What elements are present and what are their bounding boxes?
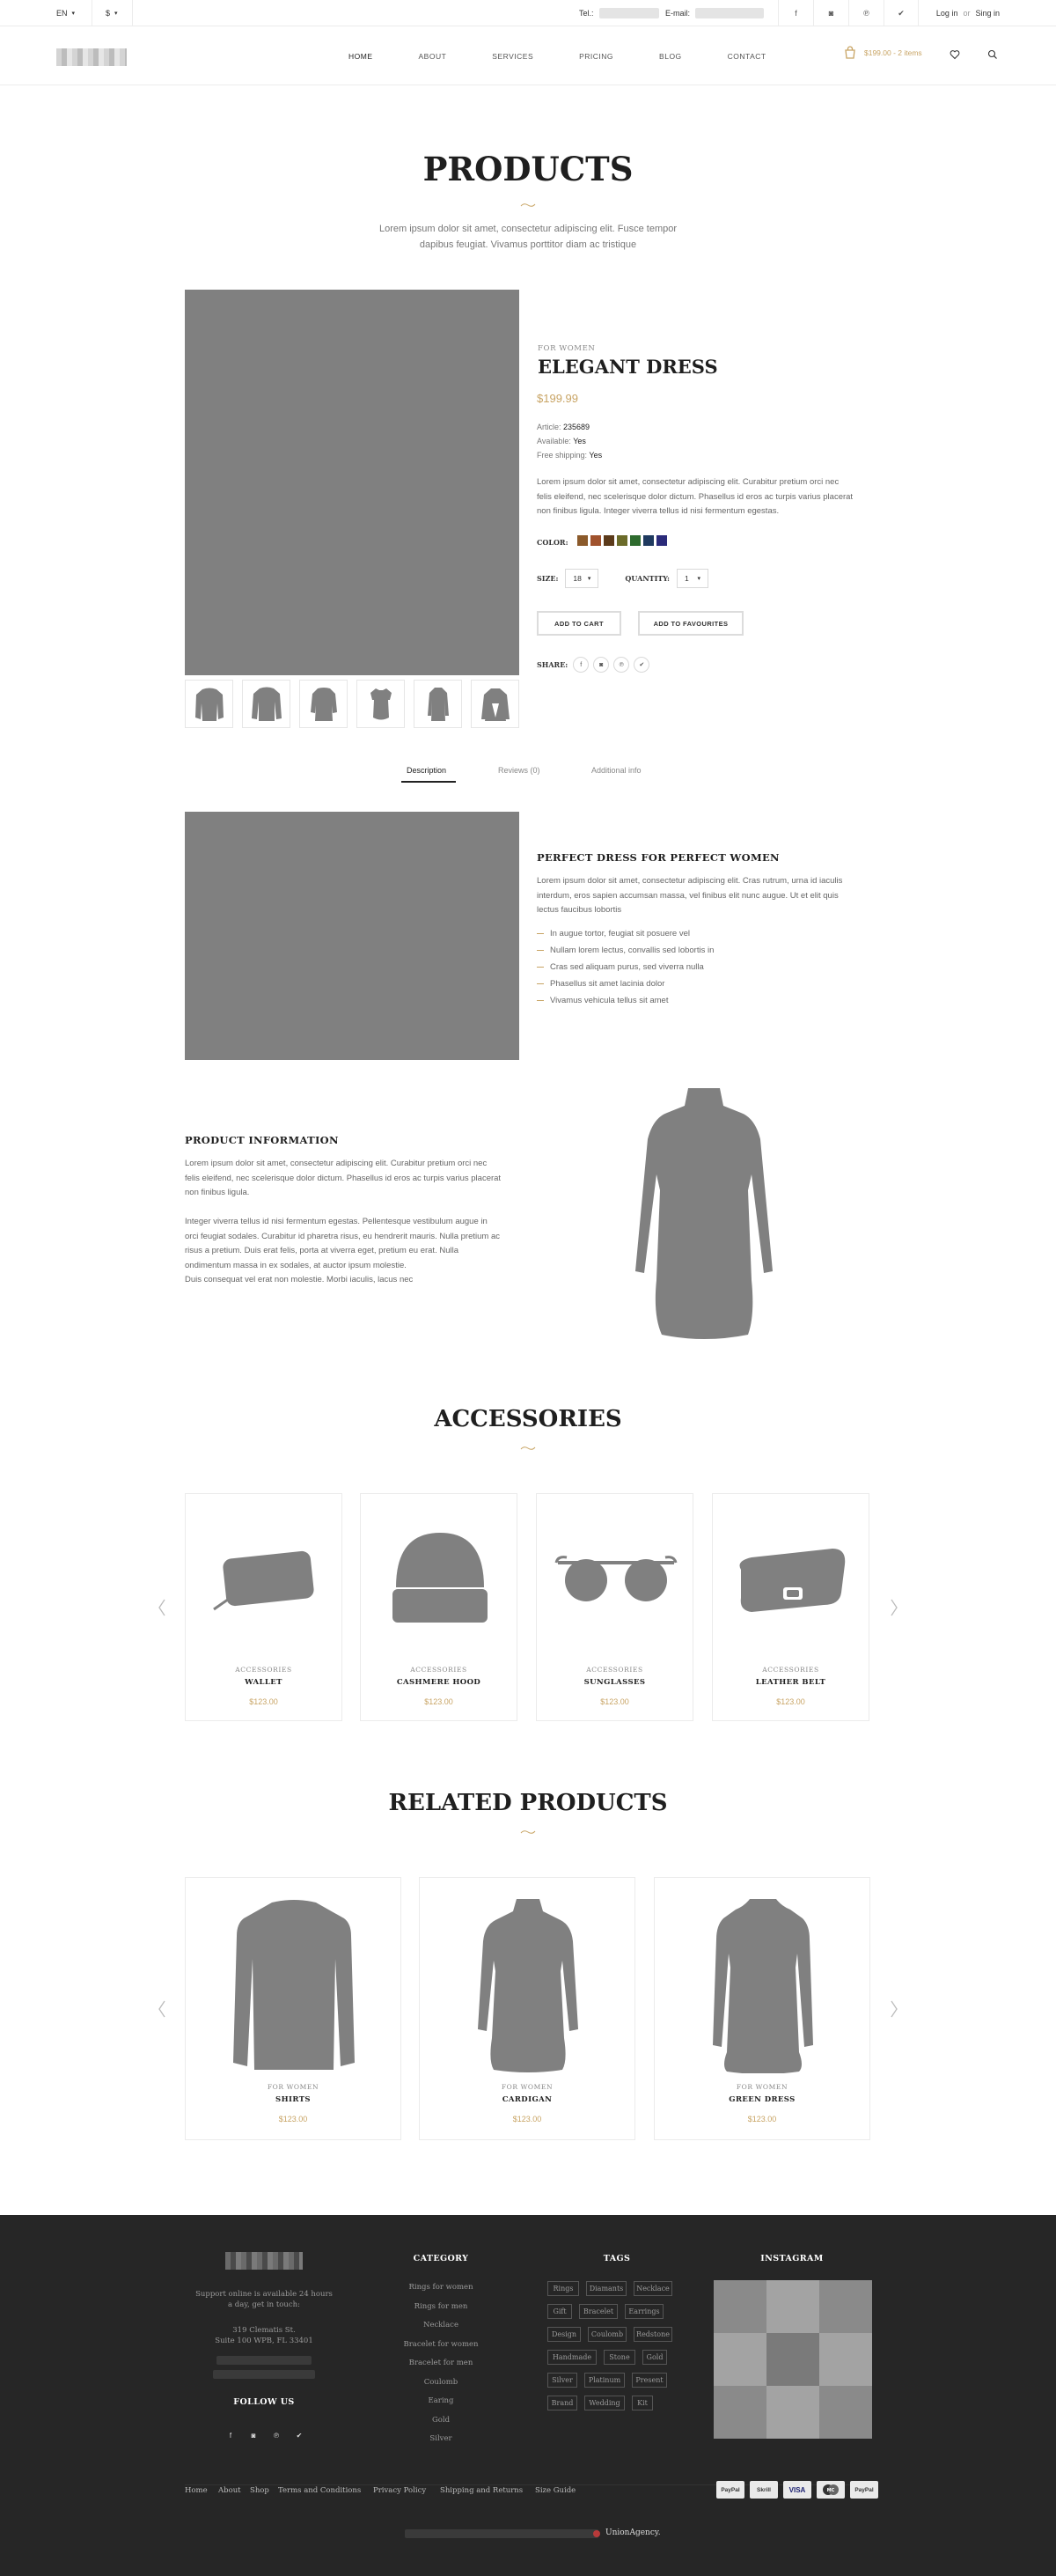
- related-product-card[interactable]: [419, 1877, 635, 2140]
- instagram-photo[interactable]: [714, 2333, 766, 2386]
- product-info-title: PRODUCT INFORMATION: [185, 1134, 339, 1146]
- card-price: $123.00: [747, 2115, 777, 2123]
- language-select[interactable]: [56, 0, 75, 26]
- feature-text-line: interdum, eros sapien accumsan massa, vel finibus elit nunc augue. Ut et elit quis: [537, 890, 839, 901]
- tag-button[interactable]: Brand: [547, 2396, 577, 2410]
- footer-link-privacy[interactable]: Privacy Policy: [373, 2486, 427, 2495]
- email-label: E-mail:: [665, 9, 691, 18]
- dash-icon: [537, 983, 544, 984]
- color-label: COLOR:: [537, 537, 568, 547]
- auth-links: [936, 0, 1000, 26]
- available-row: [537, 434, 602, 448]
- footer-address: [185, 2325, 343, 2346]
- address-line: Suite 100 WPB, FL 33401: [215, 2337, 313, 2345]
- product-main-image[interactable]: [185, 290, 519, 675]
- sunglasses-icon: [554, 1552, 678, 1614]
- card-name: LEATHER BELT: [755, 1678, 826, 1687]
- card-category: ACCESSORIES: [410, 1666, 467, 1674]
- nav-services[interactable]: SERVICES: [492, 51, 534, 61]
- tag-button[interactable]: Rings: [547, 2281, 579, 2296]
- category-link[interactable]: Gold: [431, 2415, 451, 2425]
- divider: [132, 0, 133, 26]
- tab-description-label: Description: [407, 766, 447, 775]
- chevron-down-icon: ▾: [71, 11, 76, 17]
- email-redacted: [695, 8, 764, 18]
- color-swatch[interactable]: [617, 535, 627, 546]
- color-swatch[interactable]: [577, 535, 588, 546]
- instagram-photo[interactable]: [819, 2386, 872, 2439]
- color-swatch[interactable]: [604, 535, 614, 546]
- product-thumbnail[interactable]: [242, 680, 290, 728]
- tab-reviews[interactable]: Reviews (0): [498, 766, 540, 775]
- cart-text: $199.00 - 2 items: [864, 48, 922, 57]
- color-picker: [537, 535, 670, 548]
- tag-button[interactable]: Necklace: [634, 2281, 672, 2296]
- pinterest-icon[interactable]: ℗: [274, 2431, 279, 2440]
- card-category: FOR WOMEN: [267, 2083, 319, 2091]
- pinterest-icon[interactable]: ℗: [613, 657, 629, 673]
- product-info-p1: [185, 1157, 501, 1201]
- chevron-down-icon: ▾: [587, 576, 591, 582]
- product-description: [537, 475, 853, 519]
- accessories-title: ACCESSORIES: [434, 1406, 622, 1432]
- tag-button[interactable]: Bracelet: [579, 2304, 618, 2319]
- pinterest-icon[interactable]: ℗: [848, 0, 884, 26]
- facebook-icon[interactable]: f: [573, 657, 589, 673]
- or-text: or: [963, 9, 971, 18]
- quantity-value: 1: [684, 574, 689, 583]
- twitter-icon[interactable]: ✔: [296, 2431, 303, 2440]
- facebook-icon[interactable]: f: [778, 0, 813, 26]
- support-line: Support online is available 24 hours: [195, 2290, 333, 2299]
- chevron-down-icon: ▾: [697, 576, 700, 582]
- subtitle-line: dapibus feugiat. Vivamus porttitor diam ac tristique: [419, 239, 637, 250]
- tag-button[interactable]: Wedding: [584, 2396, 625, 2410]
- tag-button[interactable]: Kit: [632, 2396, 653, 2410]
- category-link[interactable]: Coulomb: [423, 2377, 458, 2387]
- list-item: In augue tortor, feugiat sit posuere vel: [537, 927, 714, 939]
- accessory-card[interactable]: [360, 1493, 517, 1721]
- feature-text-line: Lorem ipsum dolor sit amet, consectetur adipiscing elit. Cras rutrum, urna id iaculis: [537, 876, 843, 886]
- gold-wave-divider: [0, 1446, 1056, 1451]
- card-name: GREEN DRESS: [729, 2095, 796, 2104]
- info-text-line: orci feugiat sodales. Curabitur id pharetra risus, eu hendrerit mauris. Nulla pretium ac: [185, 1231, 500, 1241]
- footer-link-about[interactable]: About: [218, 2486, 241, 2495]
- top-bar: [0, 0, 1056, 26]
- logo[interactable]: [56, 48, 127, 66]
- product-meta: [537, 420, 602, 462]
- footer-link-terms[interactable]: Terms and Conditions: [278, 2486, 362, 2495]
- tag-button[interactable]: Platinum: [584, 2373, 625, 2388]
- color-swatch[interactable]: [643, 535, 654, 546]
- category-link[interactable]: Earing: [428, 2396, 454, 2405]
- accessory-card[interactable]: [536, 1493, 693, 1721]
- tab-additional-info[interactable]: Additional info: [591, 766, 642, 775]
- info-text-line: risus a pretium. Duis erat felis, porta at viverra eget, pretium eu erat. Nulla: [185, 1246, 458, 1255]
- tag-button[interactable]: Gift: [547, 2304, 572, 2319]
- contact-phone: [579, 0, 659, 26]
- dash-icon: [537, 950, 544, 951]
- instagram-photo[interactable]: [714, 2386, 766, 2439]
- card-price: $123.00: [776, 1697, 805, 1706]
- currency-value: $: [106, 9, 111, 18]
- list-item: Phasellus sit amet lacinia dolor: [537, 977, 714, 990]
- footer-link-size-guide[interactable]: Size Guide: [535, 2486, 576, 2495]
- paypal-payment-icon: PayPal: [850, 2481, 878, 2499]
- footer-link-shipping[interactable]: Shipping and Returns: [440, 2486, 524, 2495]
- category-link[interactable]: Bracelet for women: [403, 2339, 479, 2349]
- chevron-down-icon: ▾: [114, 11, 118, 17]
- list-item: Cras sed aliquam purus, sed viverra nulla: [537, 960, 714, 973]
- nav-contact[interactable]: CONTACT: [727, 51, 766, 61]
- product-name: ELEGANT DRESS: [538, 356, 718, 378]
- card-price: $123.00: [600, 1697, 629, 1706]
- page-subtitle: [0, 221, 1056, 253]
- contact-email: [665, 0, 764, 26]
- green-dress-icon: [711, 1897, 815, 2073]
- shipping-value: Yes: [589, 451, 603, 460]
- tag-button[interactable]: Stone: [604, 2350, 635, 2365]
- follow-us-title: FOLLOW US: [233, 2397, 295, 2407]
- accessory-card[interactable]: [185, 1493, 342, 1721]
- related-product-card[interactable]: [185, 1877, 401, 2140]
- related-title: RELATED PRODUCTS: [388, 1790, 668, 1816]
- footer-support: [185, 2289, 343, 2310]
- skrill-payment-icon: Skrill: [750, 2481, 778, 2499]
- size-value: 18: [573, 574, 582, 583]
- nav-home[interactable]: HOME: [348, 51, 373, 61]
- instagram-photo[interactable]: [819, 2333, 872, 2386]
- color-swatch[interactable]: [590, 535, 601, 546]
- list-item: Vivamus vehicula tellus sit amet: [537, 994, 714, 1006]
- carousel-next-arrow[interactable]: [887, 1998, 901, 2020]
- gold-wave-divider: [0, 202, 1056, 208]
- nav-about[interactable]: ABOUT: [418, 51, 447, 61]
- facebook-icon[interactable]: f: [229, 2431, 232, 2440]
- login-link[interactable]: Log in: [935, 9, 958, 18]
- heart-icon[interactable]: [946, 46, 964, 63]
- shirt-icon: [231, 1897, 356, 2073]
- carousel-prev-arrow[interactable]: [155, 1998, 169, 2020]
- card-name: WALLET: [245, 1678, 282, 1687]
- main-header: [0, 26, 1056, 85]
- footer: [0, 2215, 1056, 2576]
- tags-title: TAGS: [603, 2254, 631, 2263]
- footer-link-shop[interactable]: Shop: [250, 2486, 269, 2495]
- wallet-icon: [212, 1544, 318, 1615]
- twitter-icon[interactable]: ✔: [634, 657, 649, 673]
- nav-blog[interactable]: BLOG: [659, 51, 682, 61]
- cart-icon: [843, 46, 857, 60]
- instagram-photo[interactable]: [766, 2333, 819, 2386]
- cart-summary[interactable]: [843, 46, 922, 60]
- size-select[interactable]: [565, 569, 598, 588]
- tag-button[interactable]: Redstone: [634, 2327, 672, 2342]
- article-label: Article:: [537, 423, 561, 431]
- card-price: $123.00: [249, 1697, 278, 1706]
- description-line: felis eleifend, nec scelerisque dolor dictum. Phasellus id eros ac turpis varius placerat: [537, 491, 854, 502]
- redacted-copyright: [405, 2529, 598, 2538]
- address-line: 319 Clematis St.: [232, 2326, 296, 2335]
- footer-category-list: [370, 2278, 512, 2449]
- product-thumbnail[interactable]: [185, 680, 233, 728]
- footer-link-home[interactable]: Home: [185, 2486, 208, 2495]
- currency-select[interactable]: [106, 0, 118, 26]
- redacted-email: [213, 2370, 315, 2379]
- quantity-label: QUANTITY:: [625, 574, 670, 583]
- card-category: ACCESSORIES: [762, 1666, 819, 1674]
- tag-button[interactable]: Handmade: [547, 2350, 597, 2365]
- article-value: 235689: [563, 423, 590, 431]
- signin-link[interactable]: Sing in: [975, 9, 1000, 18]
- share-row: [537, 657, 654, 673]
- product-info-p2: [185, 1215, 500, 1288]
- available-value: Yes: [573, 437, 586, 445]
- feature-bullet-list: [537, 927, 714, 1011]
- list-item: Nullam lorem lectus, convallis sed lobortis in: [537, 944, 714, 956]
- quantity-select[interactable]: [677, 569, 708, 588]
- search-icon[interactable]: [984, 46, 1001, 63]
- dash-icon: [537, 1000, 544, 1001]
- tel-label: Tel.:: [579, 9, 594, 18]
- agency-link[interactable]: UnionAgency.: [605, 2528, 661, 2537]
- page-title: PRODUCTS: [422, 150, 634, 188]
- info-text-line: felis eleifend, nec scelerisque dolor dictum. Phasellus id eros ac turpis varius placerat: [185, 1173, 502, 1183]
- dash-icon: [537, 967, 544, 968]
- card-price: $123.00: [512, 2115, 542, 2123]
- card-name: SHIRTS: [275, 2095, 311, 2104]
- size-quantity-row: [537, 569, 708, 588]
- visa-payment-icon: VISA: [783, 2481, 811, 2499]
- tag-button[interactable]: Diamants: [586, 2281, 627, 2296]
- instagram-icon[interactable]: ◙: [813, 0, 848, 26]
- size-label: SIZE:: [537, 574, 559, 583]
- product-thumbnail[interactable]: [471, 680, 519, 728]
- beanie-icon: [389, 1529, 491, 1626]
- nav-pricing[interactable]: PRICING: [579, 51, 614, 61]
- info-text-line: Duis consequat vel erat non molestie. Morbi iaculis, lacus nec: [185, 1275, 414, 1284]
- card-name: SUNGLASSES: [583, 1678, 646, 1687]
- footer-logo[interactable]: [225, 2252, 303, 2270]
- related-product-card[interactable]: [654, 1877, 870, 2140]
- support-line: a day, get in touch:: [228, 2300, 300, 2309]
- product-thumbnail[interactable]: [299, 680, 348, 728]
- tag-button[interactable]: Gold: [642, 2350, 667, 2365]
- tag-button[interactable]: Silver: [547, 2373, 577, 2388]
- carousel-prev-arrow[interactable]: [155, 1597, 169, 1618]
- feature-title: PERFECT DRESS FOR PERFECT WOMEN: [537, 851, 780, 864]
- product-thumbnail[interactable]: [356, 680, 405, 728]
- instagram-icon[interactable]: ◙: [251, 2431, 256, 2440]
- feature-image: [185, 812, 519, 1060]
- twitter-icon[interactable]: ✔: [884, 0, 919, 26]
- svg-text:MC: MC: [826, 2488, 835, 2493]
- info-text-line: Integer viverra tellus id nisi fermentum egestas. Pellentesque vestibulum augue in: [185, 1217, 488, 1226]
- instagram-icon[interactable]: ◙: [593, 657, 609, 673]
- card-category: FOR WOMEN: [501, 2083, 554, 2091]
- active-tab-underline: [401, 781, 456, 783]
- add-to-cart-button[interactable]: ADD TO CART: [537, 611, 621, 636]
- dress-silhouette: [632, 1086, 776, 1340]
- instagram-title: INSTAGRAM: [760, 2254, 824, 2263]
- phone-redacted: [599, 8, 659, 18]
- card-category: ACCESSORIES: [235, 1666, 292, 1674]
- category-link[interactable]: Necklace: [423, 2321, 458, 2329]
- cardigan-icon: [476, 1897, 580, 2073]
- info-text-line: Lorem ipsum dolor sit amet, consectetur adipiscing elit. Curabitur pretium orci nec: [185, 1159, 488, 1168]
- category-link[interactable]: Rings for men: [414, 2301, 468, 2311]
- instagram-photo[interactable]: [714, 2280, 766, 2333]
- gold-wave-divider: [0, 1829, 1056, 1835]
- info-text-line: ondimentum massa in ex sodales, at auctor ipsum molestie.: [185, 1260, 407, 1270]
- card-name: CARDIGAN: [502, 2095, 553, 2104]
- dash-icon: [537, 933, 544, 934]
- available-label: Available:: [537, 437, 571, 445]
- instagram-photo[interactable]: [819, 2280, 872, 2333]
- main-nav: [348, 26, 812, 85]
- tag-button[interactable]: Present: [632, 2373, 667, 2388]
- color-swatches: [577, 535, 670, 548]
- carousel-next-arrow[interactable]: [887, 1597, 901, 1618]
- language-value: EN: [56, 9, 68, 18]
- add-to-favourites-button[interactable]: ADD TO FAVOURITES: [638, 611, 744, 636]
- mastercard-payment-icon: [817, 2481, 845, 2499]
- color-swatch[interactable]: [656, 535, 667, 546]
- instagram-grid: [714, 2280, 872, 2439]
- shipping-label: Free shipping:: [537, 451, 588, 460]
- category-link[interactable]: Rings for women: [408, 2283, 473, 2292]
- tag-button[interactable]: Earrings: [625, 2304, 664, 2319]
- paypal-payment-icon: PayPal: [716, 2481, 744, 2499]
- info-text-line: non finibus ligula.: [185, 1188, 250, 1197]
- color-swatch[interactable]: [630, 535, 641, 546]
- tag-button[interactable]: Coulomb: [588, 2327, 627, 2342]
- card-price: $123.00: [424, 1697, 453, 1706]
- card-name: CASHMERE HOOD: [396, 1678, 481, 1687]
- card-category: ACCESSORIES: [586, 1666, 643, 1674]
- product-category: FOR WOMEN: [538, 344, 596, 353]
- tag-button[interactable]: Design: [547, 2327, 581, 2342]
- category-link[interactable]: Silver: [429, 2434, 452, 2443]
- accessory-card[interactable]: [712, 1493, 869, 1721]
- description-line: Lorem ipsum dolor sit amet, consectetur adipiscing elit. Curabitur pretium orci nec: [537, 477, 840, 487]
- feature-text: [537, 874, 842, 918]
- belt-icon: [736, 1543, 848, 1619]
- redacted-phone: [216, 2356, 312, 2365]
- card-category: FOR WOMEN: [736, 2083, 788, 2091]
- subtitle-line: Lorem ipsum dolor sit amet, consectetur adipiscing elit. Fusce tempor: [378, 224, 678, 234]
- product-thumbnail[interactable]: [414, 680, 462, 728]
- product-price: $199.99: [537, 392, 578, 405]
- description-line: non finibus ligula. Integer viverra tellus id nisi fermentum egestas.: [537, 506, 780, 516]
- category-title: CATEGORY: [413, 2254, 469, 2263]
- feature-text-line: lectus faucibus lobortis: [537, 905, 622, 915]
- instagram-photo[interactable]: [766, 2280, 819, 2333]
- instagram-photo[interactable]: [766, 2386, 819, 2439]
- category-link[interactable]: Bracelet for men: [408, 2359, 473, 2367]
- article-row: [537, 420, 602, 434]
- agency-logo-icon: [593, 2530, 600, 2537]
- card-price: $123.00: [278, 2115, 308, 2123]
- shipping-row: [537, 448, 602, 462]
- share-label: SHARE:: [537, 660, 568, 669]
